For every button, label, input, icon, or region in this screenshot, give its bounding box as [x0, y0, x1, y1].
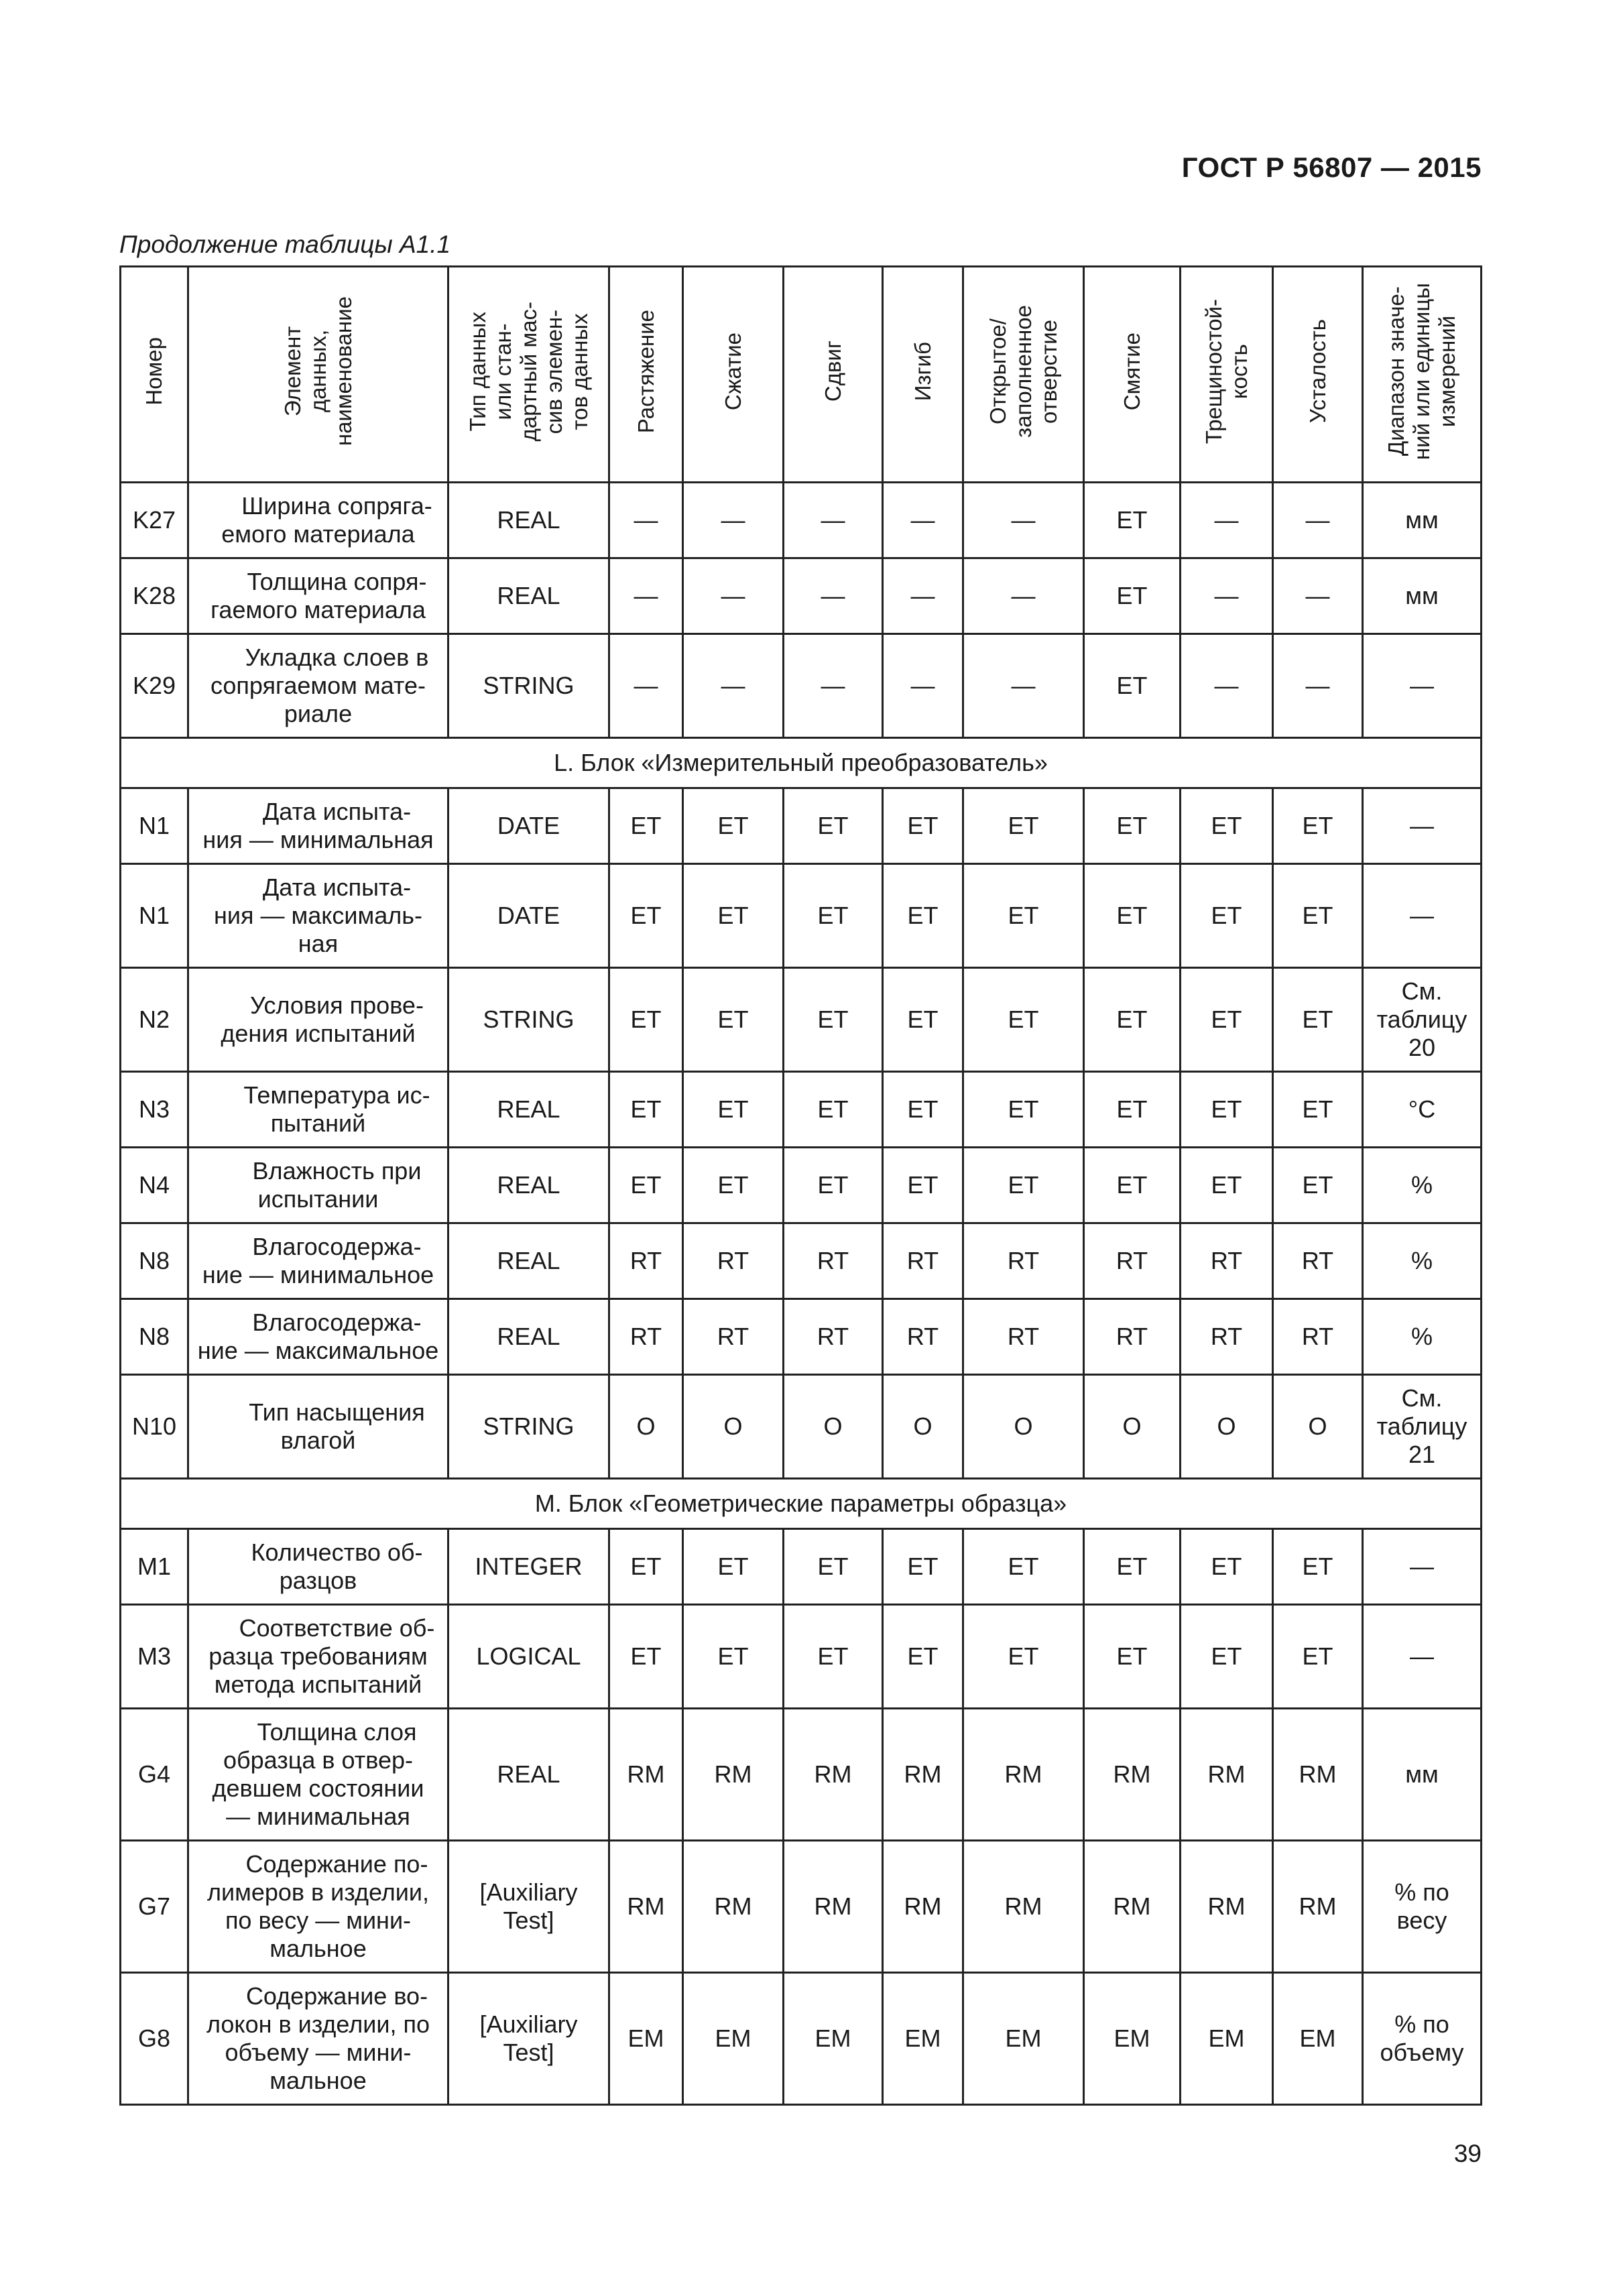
test-type-value: — — [1273, 634, 1363, 738]
test-type-value: RT — [963, 1223, 1084, 1299]
table-row — [121, 1709, 1482, 1841]
test-type-value: ET — [609, 1529, 683, 1605]
test-type-value: ET — [609, 1148, 683, 1223]
test-type-value: ET — [784, 1605, 883, 1709]
test-type-value: ET — [883, 1148, 963, 1223]
test-type-value: ET — [784, 1148, 883, 1223]
test-type-value: RM — [1181, 1709, 1273, 1841]
test-type-value: ET — [883, 864, 963, 968]
test-type-value: RT — [609, 1299, 683, 1375]
data-type: REAL — [448, 558, 609, 634]
column-header-label: Растяжение — [633, 309, 658, 434]
column-header — [1181, 267, 1273, 476]
range-units: мм — [1363, 558, 1482, 634]
test-type-value: — — [963, 634, 1084, 738]
data-type: REAL — [448, 1072, 609, 1148]
test-type-value: O — [963, 1375, 1084, 1479]
element-name: Влагосодержа- ние — максимальное — [188, 1299, 448, 1375]
test-type-value: ET — [963, 1529, 1084, 1605]
data-type: [Auxiliary Test] — [448, 1841, 609, 1973]
test-type-value: EM — [1181, 1973, 1273, 2105]
element-name: Количество об- разцов — [188, 1529, 448, 1605]
test-type-value: ET — [609, 1605, 683, 1709]
row-number: N4 — [121, 1148, 188, 1223]
row-number: N1 — [121, 864, 188, 968]
test-type-value: ET — [1181, 1605, 1273, 1709]
data-type: REAL — [448, 1148, 609, 1223]
range-units: См. таблицу 20 — [1363, 968, 1482, 1072]
table-row — [121, 1973, 1482, 2105]
test-type-value: ET — [1084, 1605, 1181, 1709]
test-type-value: RM — [1273, 1709, 1363, 1841]
element-name: Влагосодержа- ние — минимальное — [188, 1223, 448, 1299]
test-type-value: — — [1273, 483, 1363, 558]
element-name: Тип насыщения влагой — [188, 1375, 448, 1479]
column-header — [188, 267, 448, 476]
test-type-value: ET — [1084, 788, 1181, 864]
column-header-label: Трещиностой- кость — [1201, 298, 1252, 444]
table-row — [121, 1299, 1482, 1375]
data-type: STRING — [448, 968, 609, 1072]
test-type-value: EM — [683, 1973, 784, 2105]
test-type-value: — — [883, 483, 963, 558]
test-type-value: RM — [784, 1709, 883, 1841]
data-type: DATE — [448, 788, 609, 864]
separator-cell — [784, 475, 883, 483]
test-type-value: RM — [883, 1841, 963, 1973]
test-type-value: — — [609, 558, 683, 634]
column-header — [1273, 267, 1363, 476]
test-type-value: RT — [784, 1299, 883, 1375]
header-separator — [121, 475, 1482, 483]
separator-cell — [683, 475, 784, 483]
test-type-value: O — [1181, 1375, 1273, 1479]
test-type-value: RM — [1181, 1841, 1273, 1973]
test-type-value: ET — [1273, 1605, 1363, 1709]
data-type: REAL — [448, 1223, 609, 1299]
test-type-value: RT — [1181, 1223, 1273, 1299]
test-type-value: ET — [683, 864, 784, 968]
test-type-value: O — [784, 1375, 883, 1479]
element-name: Содержание по- лимеров в изделии, по весу — мини- мальное — [188, 1841, 448, 1973]
test-type-value: O — [683, 1375, 784, 1479]
test-type-value: — — [609, 483, 683, 558]
column-header-label: Смятие — [1119, 332, 1144, 411]
column-header — [448, 267, 609, 476]
test-type-value: — — [1181, 558, 1273, 634]
table-row — [121, 1841, 1482, 1973]
data-elements-table — [119, 265, 1482, 2106]
data-type: LOGICAL — [448, 1605, 609, 1709]
row-number: N10 — [121, 1375, 188, 1479]
table-row — [121, 558, 1482, 634]
row-number: N1 — [121, 788, 188, 864]
range-units: % по объему — [1363, 1973, 1482, 2105]
page-number: 39 — [1453, 2140, 1482, 2167]
test-type-value: ET — [1084, 483, 1181, 558]
row-number: G4 — [121, 1709, 188, 1841]
test-type-value: ET — [883, 788, 963, 864]
test-type-value: — — [683, 558, 784, 634]
test-type-value: — — [784, 634, 883, 738]
column-header-label: Открытое/ заполненное отверстие — [985, 305, 1061, 438]
test-type-value: ET — [1181, 1529, 1273, 1605]
test-type-value: RT — [1084, 1223, 1181, 1299]
test-type-value: ET — [609, 864, 683, 968]
test-type-value: ET — [784, 1529, 883, 1605]
section-row — [121, 1479, 1482, 1529]
test-type-value: ET — [1084, 1529, 1181, 1605]
test-type-value: ET — [609, 1072, 683, 1148]
separator-cell — [1084, 475, 1181, 483]
data-type: INTEGER — [448, 1529, 609, 1605]
element-name: Влажность при испытании — [188, 1148, 448, 1223]
test-type-value: ET — [1084, 864, 1181, 968]
test-type-value: RM — [609, 1841, 683, 1973]
test-type-value: ET — [1084, 1072, 1181, 1148]
data-type: DATE — [448, 864, 609, 968]
element-name: Ширина сопряга- емого материала — [188, 483, 448, 558]
range-units: °C — [1363, 1072, 1482, 1148]
test-type-value: ET — [963, 864, 1084, 968]
test-type-value: RT — [883, 1223, 963, 1299]
range-units: См. таблицу 21 — [1363, 1375, 1482, 1479]
separator-cell — [1363, 475, 1482, 483]
test-type-value: ET — [1273, 864, 1363, 968]
column-header — [1084, 267, 1181, 476]
test-type-value: ET — [784, 788, 883, 864]
row-number: G8 — [121, 1973, 188, 2105]
test-type-value: ET — [683, 1072, 784, 1148]
test-type-value: RM — [1273, 1841, 1363, 1973]
test-type-value: ET — [1084, 968, 1181, 1072]
row-number: N3 — [121, 1072, 188, 1148]
column-header-label: Изгиб — [910, 341, 935, 402]
column-header-label: Номер — [141, 337, 166, 406]
test-type-value: O — [609, 1375, 683, 1479]
data-type: REAL — [448, 1709, 609, 1841]
test-type-value: RT — [1181, 1299, 1273, 1375]
range-units: % по весу — [1363, 1841, 1482, 1973]
test-type-value: EM — [784, 1973, 883, 2105]
test-type-value: ET — [1181, 968, 1273, 1072]
column-header-label: Диапазон значе- ний или единицы измерений — [1384, 282, 1459, 461]
test-type-value: ET — [883, 1605, 963, 1709]
row-number: K27 — [121, 483, 188, 558]
test-type-value: — — [784, 558, 883, 634]
column-header — [609, 267, 683, 476]
test-type-value: RM — [963, 1841, 1084, 1973]
test-type-value: ET — [1273, 968, 1363, 1072]
test-type-value: O — [1273, 1375, 1363, 1479]
separator-cell — [609, 475, 683, 483]
test-type-value: — — [609, 634, 683, 738]
test-type-value: ET — [1084, 634, 1181, 738]
test-type-value: ET — [1273, 1148, 1363, 1223]
test-type-value: ET — [883, 968, 963, 1072]
standard-designation: ГОСТ Р 56807 — 2015 — [1181, 152, 1482, 183]
table-row — [121, 1375, 1482, 1479]
test-type-value: RT — [683, 1299, 784, 1375]
test-type-value: ET — [1181, 864, 1273, 968]
test-type-value: ET — [963, 1605, 1084, 1709]
test-type-value: — — [683, 634, 784, 738]
test-type-value: ET — [784, 864, 883, 968]
column-header — [963, 267, 1084, 476]
column-header-label: Сжатие — [720, 332, 745, 411]
test-type-value: EM — [609, 1973, 683, 2105]
test-type-value: ET — [609, 968, 683, 1072]
data-type: REAL — [448, 1299, 609, 1375]
column-header-label: Усталость — [1305, 319, 1330, 424]
test-type-value: RM — [1084, 1709, 1181, 1841]
test-type-value: RT — [1273, 1223, 1363, 1299]
test-type-value: RM — [963, 1709, 1084, 1841]
row-number: M3 — [121, 1605, 188, 1709]
column-header-label: Элемент данных, наименование — [280, 296, 356, 446]
element-name: Толщина сопря- гаемого материала — [188, 558, 448, 634]
row-number: N8 — [121, 1223, 188, 1299]
test-type-value: RM — [683, 1709, 784, 1841]
range-units: % — [1363, 1299, 1482, 1375]
test-type-value: ET — [1273, 1072, 1363, 1148]
section-title: M. Блок «Геометрические параметры образца» — [121, 1479, 1482, 1529]
section-title: L. Блок «Измерительный преобразователь» — [121, 738, 1482, 788]
element-name: Соответствие об- разца требованиям метода испытаний — [188, 1605, 448, 1709]
test-type-value: RT — [1084, 1299, 1181, 1375]
test-type-value: RM — [784, 1841, 883, 1973]
range-units: мм — [1363, 483, 1482, 558]
column-header — [1363, 267, 1482, 476]
test-type-value: ET — [683, 1529, 784, 1605]
element-name: Условия прове- дения испытаний — [188, 968, 448, 1072]
separator-cell — [883, 475, 963, 483]
element-name: Содержание во- локон в изделии, по объему — мини- мальное — [188, 1973, 448, 2105]
range-units: — — [1363, 864, 1482, 968]
test-type-value: ET — [1084, 558, 1181, 634]
range-units: % — [1363, 1223, 1482, 1299]
row-number: K28 — [121, 558, 188, 634]
table-row — [121, 968, 1482, 1072]
table-row — [121, 1605, 1482, 1709]
test-type-value: — — [1181, 634, 1273, 738]
row-number: N2 — [121, 968, 188, 1072]
element-name: Дата испыта- ния — максималь- ная — [188, 864, 448, 968]
table-row — [121, 788, 1482, 864]
test-type-value: ET — [683, 1605, 784, 1709]
table-row — [121, 1148, 1482, 1223]
test-type-value: ET — [683, 788, 784, 864]
row-number: N8 — [121, 1299, 188, 1375]
test-type-value: ET — [784, 968, 883, 1072]
test-type-value: RM — [1084, 1841, 1181, 1973]
range-units: % — [1363, 1148, 1482, 1223]
table-row — [121, 483, 1482, 558]
column-header — [883, 267, 963, 476]
test-type-value: RT — [1273, 1299, 1363, 1375]
separator-cell — [121, 475, 188, 483]
row-number: K29 — [121, 634, 188, 738]
table-row — [121, 1223, 1482, 1299]
test-type-value: RM — [883, 1709, 963, 1841]
test-type-value: EM — [883, 1973, 963, 2105]
test-type-value: — — [683, 483, 784, 558]
separator-cell — [1273, 475, 1363, 483]
column-header-label: Сдвиг — [820, 341, 845, 402]
test-type-value: RM — [683, 1841, 784, 1973]
test-type-value: RT — [963, 1299, 1084, 1375]
test-type-value: RT — [683, 1223, 784, 1299]
range-units: мм — [1363, 1709, 1482, 1841]
column-header — [121, 267, 188, 476]
test-type-value: ET — [963, 1072, 1084, 1148]
test-type-value: — — [1181, 483, 1273, 558]
test-type-value: ET — [1084, 1148, 1181, 1223]
element-name: Дата испыта- ния — минимальная — [188, 788, 448, 864]
separator-cell — [188, 475, 448, 483]
test-type-value: RT — [883, 1299, 963, 1375]
test-type-value: ET — [1181, 1072, 1273, 1148]
data-type: STRING — [448, 634, 609, 738]
separator-cell — [448, 475, 609, 483]
data-type: STRING — [448, 1375, 609, 1479]
test-type-value: ET — [609, 788, 683, 864]
test-type-value: ET — [784, 1072, 883, 1148]
range-units: — — [1363, 634, 1482, 738]
data-type: [Auxiliary Test] — [448, 1973, 609, 2105]
test-type-value: ET — [883, 1529, 963, 1605]
table-header-row — [121, 267, 1482, 476]
test-type-value: ET — [883, 1072, 963, 1148]
test-type-value: ET — [683, 968, 784, 1072]
test-type-value: ET — [963, 788, 1084, 864]
element-name: Толщина слоя образца в отвер- девшем состоянии — минимальная — [188, 1709, 448, 1841]
range-units: — — [1363, 1529, 1482, 1605]
test-type-value: EM — [963, 1973, 1084, 2105]
test-type-value: ET — [1181, 1148, 1273, 1223]
table-row — [121, 864, 1482, 968]
element-name: Укладка слоев в сопрягаемом мате- риале — [188, 634, 448, 738]
test-type-value: — — [883, 634, 963, 738]
test-type-value: ET — [963, 968, 1084, 1072]
test-type-value: ET — [683, 1148, 784, 1223]
separator-cell — [1181, 475, 1273, 483]
test-type-value: RT — [609, 1223, 683, 1299]
test-type-value: EM — [1273, 1973, 1363, 2105]
table-caption: Продолжение таблицы А1.1 — [119, 231, 451, 258]
test-type-value: — — [1273, 558, 1363, 634]
row-number: G7 — [121, 1841, 188, 1973]
column-header — [784, 267, 883, 476]
test-type-value: — — [883, 558, 963, 634]
table-body — [121, 483, 1482, 2105]
range-units: — — [1363, 788, 1482, 864]
table-row — [121, 634, 1482, 738]
column-header — [683, 267, 784, 476]
test-type-value: RM — [609, 1709, 683, 1841]
test-type-value: — — [784, 483, 883, 558]
table-row — [121, 1529, 1482, 1605]
test-type-value: — — [963, 483, 1084, 558]
row-number: M1 — [121, 1529, 188, 1605]
test-type-value: EM — [1084, 1973, 1181, 2105]
test-type-value: O — [1084, 1375, 1181, 1479]
test-type-value: ET — [963, 1148, 1084, 1223]
table-row — [121, 1072, 1482, 1148]
test-type-value: — — [963, 558, 1084, 634]
test-type-value: RT — [784, 1223, 883, 1299]
test-type-value: ET — [1273, 1529, 1363, 1605]
element-name: Температура ис- пытаний — [188, 1072, 448, 1148]
separator-cell — [963, 475, 1084, 483]
test-type-value: ET — [1273, 788, 1363, 864]
test-type-value: ET — [1181, 788, 1273, 864]
column-header-label: Тип данных или стан- дартный мас- сив элемен- тов данных — [465, 301, 592, 442]
section-row — [121, 738, 1482, 788]
range-units: — — [1363, 1605, 1482, 1709]
test-type-value: O — [883, 1375, 963, 1479]
data-type: REAL — [448, 483, 609, 558]
